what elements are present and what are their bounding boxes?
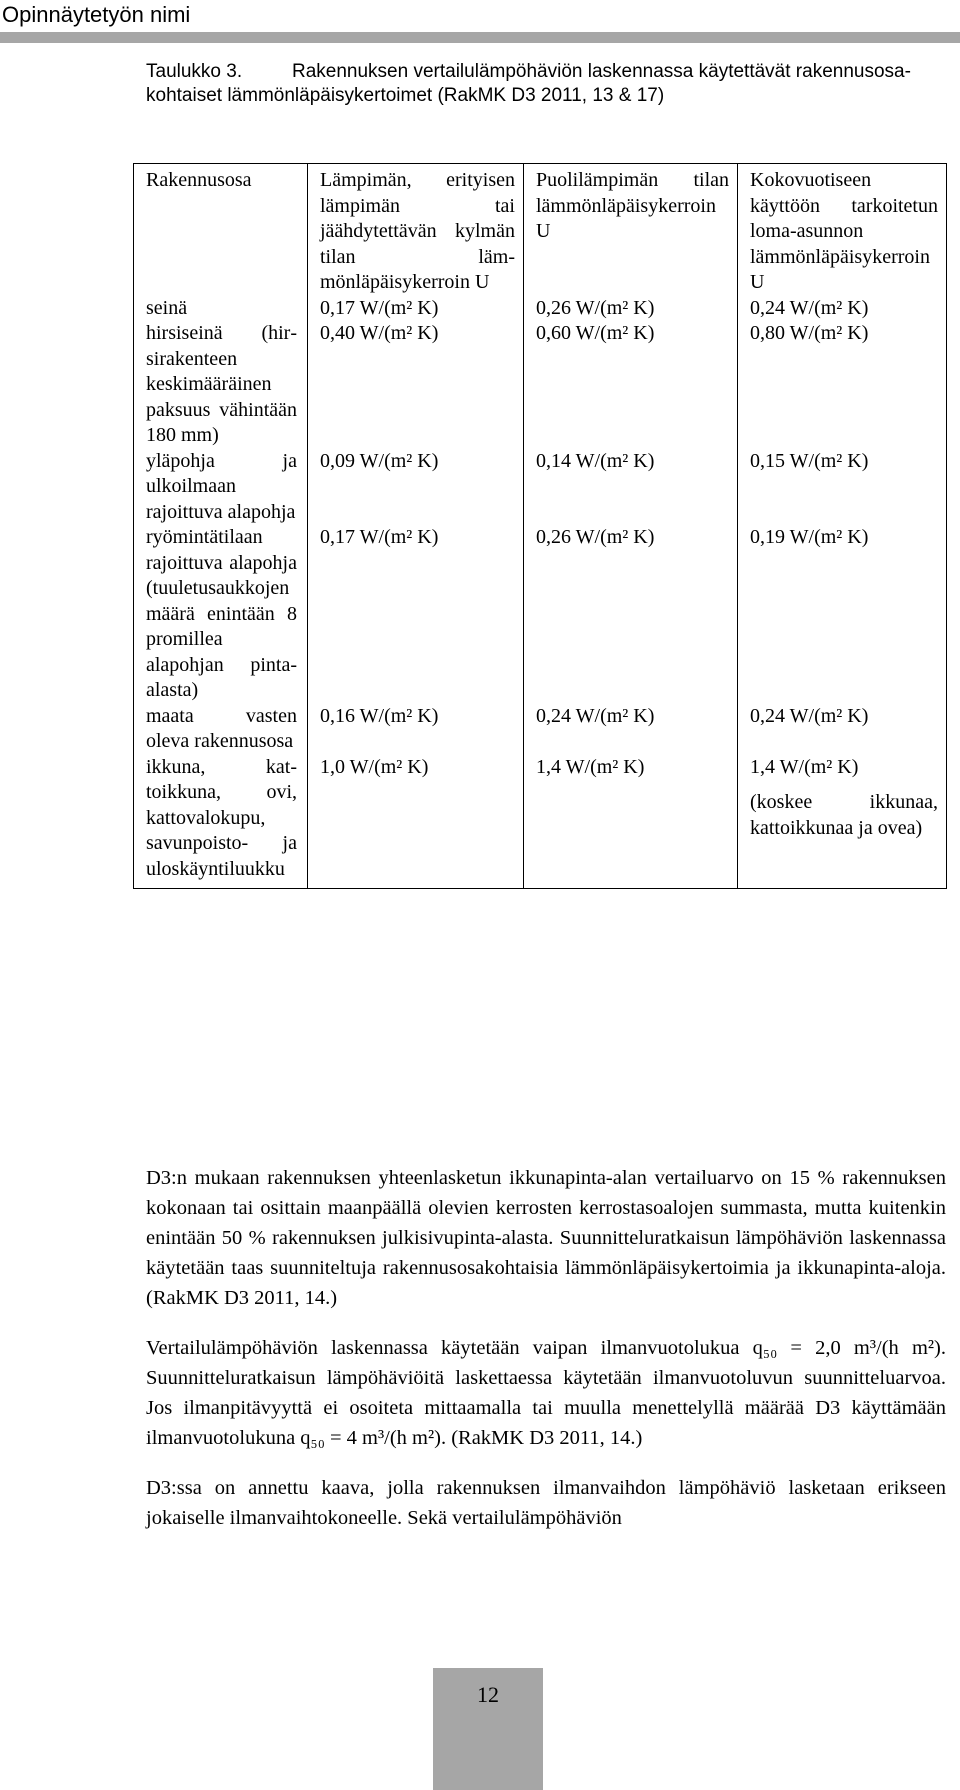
cell-value-holiday-home: 0,19 W/(m² K) <box>738 525 947 704</box>
cell-value-warm: 0,16 W/(m² K) <box>308 704 524 755</box>
paragraph-window-area: D3:n mukaan rakennuksen yhteenlasketun ikkunapinta-alan vertailuarvo on 15 % rakennuksen kokonaan tai osittain maanpäällä olevien kerrosten kerrostasoalojen summasta, mutta kuitenkin enintään 50 % rakennuksen julkisivupinta-alasta. Suunnitteluratkaisun lämpöhäviön laskennassa käytetään taas suunniteltuja rakennusosakohtaisia lämmönläpäisykertoimia ja ikkunapinta-aloja. (RakMK D3 2011, 14.) <box>146 1167 946 1309</box>
paragraph-air-leakage: Vertailulämpöhäviön laskennassa käytetään vaipan ilmanvuotolukua q₅₀ = 2,0 m³/(h m²). Suunnitteluratkaisun lämpöhäviöitä laskettaessa käytetään ilmanvuotoluvun suunnitteluarvoa. Jos ilmanpitävyyttä ei osoiteta mittaamalla tai muulla menettelyllä määrää D3 käyttämään ilmanvuotolukuna q₅₀ = 4 m³/(h m²). (RakMK D3 2011, 14.) <box>146 1337 946 1449</box>
cell-value-holiday-home: 0,24 W/(m² K) <box>738 704 947 755</box>
cell-value-holiday-home: 0,80 W/(m² K) <box>738 321 947 449</box>
header-cell-part: Rakennusosa <box>134 164 308 296</box>
table-row <box>134 755 947 889</box>
table-row <box>134 321 947 449</box>
caption-text-line1: Rakennuksen vertailulämpöhäviön laskennassa käytettävät rakennusosa- <box>292 61 911 82</box>
cell-value-semiwarm: 0,26 W/(m² K) <box>524 525 738 704</box>
cell-value-semiwarm: 0,24 W/(m² K) <box>524 704 738 755</box>
header-cell-warm: Lämpimän, erityisen lämpimän tai jäähdytettävän kylmän tilan lämmönläpäisykerroin U <box>308 164 524 296</box>
cell-value-semiwarm: 0,60 W/(m² K) <box>524 321 738 449</box>
cell-value-holiday-home: 0,15 W/(m² K) <box>738 449 947 526</box>
header-rule <box>0 32 960 43</box>
cell-value-holiday-home-value: 1,4 W/(m² K) <box>750 755 859 778</box>
cell-note: (koskee ikkunaa, kattoikkunaa ja ovea) <box>750 791 938 839</box>
cell-value-warm: 0,17 W/(m² K) <box>308 296 524 322</box>
cell-part: hirsiseinä (hirsirakenteen keskimääräinen paksuus vähintään 180 mm) <box>134 321 308 449</box>
cell-part: seinä <box>134 296 308 322</box>
cell-value-semiwarm: 1,4 W/(m² K) <box>524 755 738 889</box>
cell-value-warm: 1,0 W/(m² K) <box>308 755 524 889</box>
cell-part: ryömintätilaan rajoittuva alapohja (tuuletusaukkojen määrä enintään 8 promillea alapohjan pinta-alasta) <box>134 525 308 704</box>
cell-value-warm: 0,17 W/(m² K) <box>308 525 524 704</box>
page-number: 12 <box>477 1682 499 1707</box>
table-header-row <box>134 164 947 296</box>
table-row <box>134 449 947 526</box>
page-number-box <box>433 1668 543 1790</box>
header-cell-holiday-home: Kokovuotiseen käyttöön tarkoitetun loma-asunnon lämmönläpäisykerroin U <box>738 164 947 296</box>
caption-label: Taulukko 3. <box>146 61 243 82</box>
cell-value-holiday-home <box>738 755 947 889</box>
table-row <box>134 296 947 322</box>
body-text <box>146 1163 946 1553</box>
table-row <box>134 704 947 755</box>
cell-part: ikkuna, kattoikkuna, ovi, kattovalokupu, savunpoisto- ja uloskäyntiluukku <box>134 755 308 889</box>
table-row <box>134 525 947 704</box>
cell-value-holiday-home: 0,24 W/(m² K) <box>738 296 947 322</box>
cell-part: maata vasten oleva rakennusosa <box>134 704 308 755</box>
document-header-title: Opinnäytetyön nimi <box>2 2 191 27</box>
caption-text-line2: kohtaiset lämmönläpäisykertoimet (RakMK D3 2011, 13 & 17) <box>146 85 665 106</box>
u-value-table <box>133 163 947 889</box>
cell-part: yläpohja ja ulkoilmaan rajoittuva alapohja <box>134 449 308 526</box>
cell-value-warm: 0,09 W/(m² K) <box>308 449 524 526</box>
table-caption <box>146 60 946 108</box>
header-cell-semiwarm: Puolilämpimän tilan lämmönläpäisykerroin U <box>524 164 738 296</box>
cell-value-warm: 0,40 W/(m² K) <box>308 321 524 449</box>
cell-value-semiwarm: 0,14 W/(m² K) <box>524 449 738 526</box>
paragraph-ventilation: D3:ssa on annettu kaava, jolla rakennuksen ilmanvaihdon lämpöhäviö lasketaan erikseen jokaiselle ilmanvaihtokoneelle. Sekä vertailulämpöhäviön <box>146 1477 946 1529</box>
cell-value-semiwarm: 0,26 W/(m² K) <box>524 296 738 322</box>
